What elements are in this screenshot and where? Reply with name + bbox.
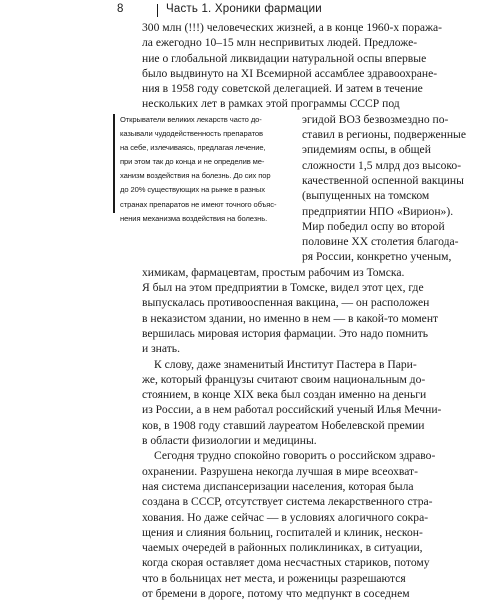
- sidebar-line: ханизм воздействия на болезнь. До сих пор: [120, 171, 271, 181]
- body-line: ря России, конкретно ученым,: [302, 250, 452, 264]
- body-line: половине XX столетия благода-: [302, 235, 459, 249]
- body-line: ла ежегодно 10–15 млн неспривитых людей. Предложе-: [142, 36, 418, 50]
- body-line: ков, в 1908 году ставший лауреатом Нобелевской премии: [142, 418, 425, 432]
- body-line: эпидемиям оспы, в общей: [302, 143, 431, 157]
- body-line: Мир победил оспу во второй: [302, 219, 445, 233]
- body-line: стоянием, в конце XIX века был создан именно на деньги: [142, 388, 427, 402]
- body-line: Сегодня трудно спокойно говорить о российском здраво-: [154, 449, 436, 463]
- body-line: химикам, фармацевтам, простым рабочим из Томска.: [142, 265, 405, 279]
- sidebar-line: странах препаратов не имеют точного объяс-: [120, 199, 277, 209]
- body-line: сложности 1,5 млрд доз высоко-: [302, 158, 462, 172]
- sidebar-line: при этом так до конца и не определив ме-: [120, 157, 265, 167]
- body-line: когда скорая оставляет дома несчастных стариков, потому: [142, 556, 430, 570]
- body-line: хования. Но даже сейчас — в условиях алогичного сокра-: [142, 510, 429, 524]
- sidebar-line: до 20% существующих на рынке в разных: [120, 185, 265, 195]
- sidebar-line: на себе, излечиваясь, предлагая лечение,: [120, 143, 266, 153]
- running-head: Часть 1. Хроники фармации: [166, 3, 322, 15]
- body-line: охранении. Разрушена некогда лучшая в мире всеохват-: [142, 464, 418, 478]
- page-number: 8: [117, 3, 124, 15]
- body-line: было выдвинуто на XI Всемирной ассамблее здравоохране-: [142, 66, 438, 80]
- main-text: [142, 20, 466, 601]
- sidebar-line: нения механизма воздействия на болезнь.: [120, 213, 268, 223]
- body-line: 300 млн (!!!) человеческих жизней, а в конце 1960-х поража-: [142, 21, 443, 34]
- body-line: из России, а в нем работал российский ученый Илья Мечни-: [142, 403, 442, 417]
- body-line: же, который французы считают своим национальным до-: [142, 372, 426, 386]
- body-line: ная система диспансеризации населения, которая была: [142, 479, 414, 493]
- body-line: Я был на этом предприятии в Томске, видел этот цех, где: [142, 281, 424, 295]
- body-line: в неказистом здании, но именно в нем — в какой-то момент: [142, 311, 439, 325]
- body-line: ния в 1958 году советской делегацией. И затем в течение: [142, 82, 423, 96]
- body-line: эгидой ВОЗ безвозмездно по-: [302, 112, 449, 126]
- sidebar-line: Открыватели великих лекарств часто до-: [120, 115, 262, 124]
- body-line: вершилась мировая история фармации. Это надо помнить: [142, 326, 429, 340]
- body-line: ставил в регионы, подверженные: [302, 128, 466, 142]
- body-line: К слову, даже знаменитый Институт Пастера в Пари-: [154, 357, 417, 371]
- body-line: что в больницах нет места, и роженицы разрешаются: [142, 571, 406, 585]
- body-line: выпускалась противооспенная вакцина, — он расположен: [142, 296, 430, 310]
- page-header: [0, 0, 500, 22]
- sidebar-line: казывали чудодейственность препаратов: [120, 129, 263, 139]
- body-line: и знать.: [142, 342, 180, 356]
- body-line: от бремени в дороге, потому что медпункт в соседнем: [142, 586, 410, 600]
- body-line: щения и слияния больниц, госпиталей и клиник, нескон-: [142, 525, 423, 539]
- body-line: в области физиологии и медицины.: [142, 434, 317, 448]
- body-line: предприятии НПО «Вирион»).: [302, 204, 454, 218]
- body-line: создана в СССР, отсутствует система лекарственного стра-: [142, 495, 433, 509]
- body-line: чаемых очередей в районных поликлиниках, в ситуации,: [142, 541, 423, 555]
- body-line: ние о глобальной ликвидации натуральной оспы впервые: [142, 51, 427, 65]
- header-divider: [157, 4, 158, 17]
- body-line: (выпущенных на томском: [302, 189, 430, 203]
- body-line: нескольких лет в рамках этой программы СССР под: [142, 97, 400, 111]
- body-line: качественной оспенной вакцины: [302, 173, 464, 187]
